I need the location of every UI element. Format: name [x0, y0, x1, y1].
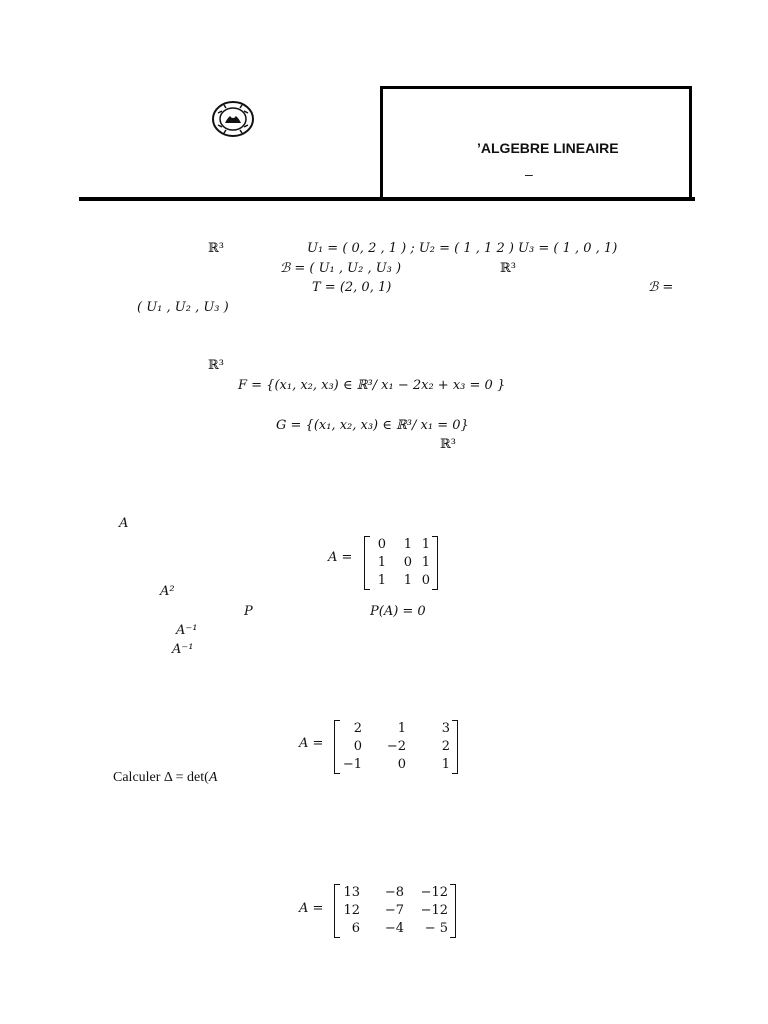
ex3-matrix-label: A =	[328, 550, 353, 565]
ex2-set-g: G = {(x₁, x₂, x₃) ∈ ℝ³/ x₁ = 0}	[276, 418, 469, 433]
university-seal-logo	[212, 101, 254, 137]
ex1-vector-t: T = (2, 0, 1)	[312, 280, 392, 295]
matrix-cell: −2	[386, 739, 406, 754]
ex1-basis-right: ℬ =	[648, 280, 674, 295]
matrix-right-bracket	[450, 884, 456, 938]
matrix-cell: 12	[343, 903, 360, 918]
ex4-calc-line	[113, 770, 217, 786]
matrix-cell: 0	[397, 757, 406, 772]
ex3-poly-p: P	[244, 604, 253, 619]
ex1-basis-cont: ( U₁ , U₂ , U₃ )	[137, 300, 229, 315]
matrix-cell: −1	[342, 757, 362, 772]
course-subtitle: –	[525, 166, 533, 182]
matrix-cell: −8	[384, 885, 404, 900]
ex5-matrix-grid	[340, 884, 450, 938]
matrix-cell: − 5	[424, 921, 448, 936]
ex3-poly-eq: P(A) = 0	[370, 604, 426, 619]
matrix-cell: 3	[441, 721, 450, 736]
matrix-cell: 0	[421, 573, 430, 588]
ex3-matrix	[364, 536, 438, 590]
matrix-cell: 1	[441, 757, 450, 772]
matrix-cell: 6	[351, 921, 360, 936]
matrix-cell: 1	[421, 555, 430, 570]
matrix-cell: 0	[353, 739, 362, 754]
ex2-set-f: F = {(x₁, x₂, x₃) ∈ ℝ³/ x₁ − 2x₂ + x₃ = 0 }	[238, 378, 506, 393]
matrix-cell: 1	[403, 537, 412, 552]
ex4-calc-var: A	[208, 770, 218, 785]
ex4-matrix-label: A =	[299, 736, 324, 751]
ex1-space-2: ℝ³	[500, 261, 517, 276]
ex3-inverse-2: A⁻¹	[172, 642, 194, 657]
matrix-cell: 0	[403, 555, 412, 570]
matrix-cell: −12	[420, 903, 448, 918]
ex5-matrix-label: A =	[299, 901, 324, 916]
ex5-matrix	[334, 884, 456, 938]
ex3-matrix-grid	[370, 536, 432, 590]
matrix-right-bracket	[432, 536, 438, 590]
ex4-calc-text: Calculer Δ = det(	[113, 770, 209, 785]
ex3-label-a: A	[119, 516, 129, 531]
matrix-cell: 1	[421, 537, 430, 552]
matrix-cell: 0	[377, 537, 386, 552]
ex1-space: ℝ³	[208, 241, 225, 256]
ex1-basis: ℬ = ( U₁ , U₂ , U₃ )	[280, 261, 402, 276]
matrix-cell: −7	[384, 903, 404, 918]
matrix-right-bracket	[452, 720, 458, 774]
header-rule	[79, 197, 695, 201]
matrix-cell: −12	[420, 885, 448, 900]
course-title: ’ALGEBRE LINEAIRE	[477, 140, 619, 156]
matrix-cell: 2	[441, 739, 450, 754]
ex2-space-2: ℝ³	[440, 437, 457, 452]
matrix-cell: 1	[403, 573, 412, 588]
ex3-a-squared: A²	[160, 584, 175, 599]
matrix-cell: 2	[353, 721, 362, 736]
ex2-space: ℝ³	[208, 358, 225, 373]
matrix-cell: 1	[377, 555, 386, 570]
ex3-inverse-1: A⁻¹	[176, 623, 198, 638]
ex4-matrix	[334, 720, 458, 774]
matrix-cell: −4	[384, 921, 404, 936]
ex4-matrix-grid	[340, 720, 452, 774]
matrix-cell: 1	[377, 573, 386, 588]
matrix-cell: 1	[397, 721, 406, 736]
matrix-cell: 13	[343, 885, 360, 900]
ex1-vectors: U₁ = ( 0, 2 , 1 ) ; U₂ = ( 1 , 1 2 ) U₃ = ( 1 , 0 , 1)	[307, 241, 618, 256]
